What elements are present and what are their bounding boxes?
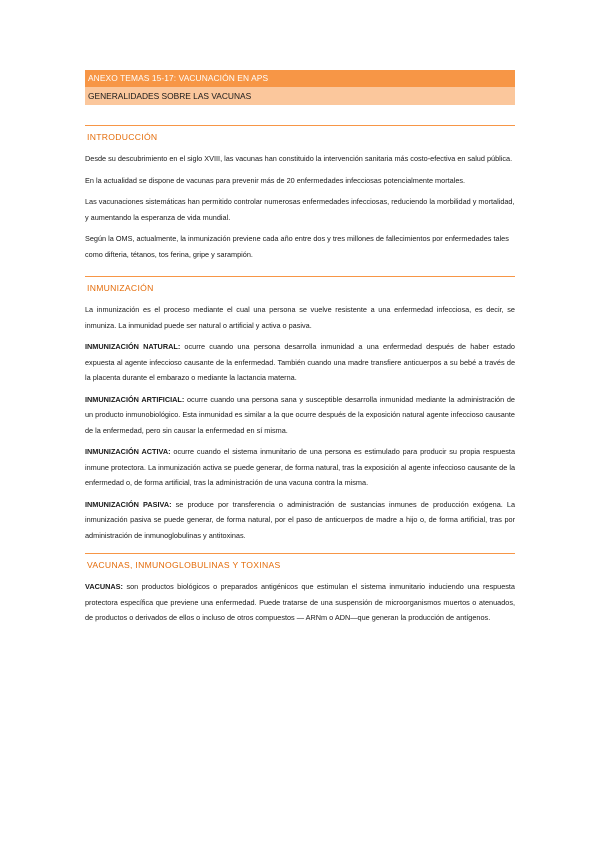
section-introduccion xyxy=(85,125,515,262)
definition-text: ocurre cuando el sistema inmunitario de una persona es estimulado para producir su propia respuesta inmune protectora. La inmunización activa se puede generar, de forma natural, tras la exposición al agente infeccioso causante de la enfermedad o, de forma artificial, tras la administración de una vacuna contra la misma. xyxy=(85,447,516,487)
definition-term: INMUNIZACIÓN ARTIFICIAL: xyxy=(85,394,185,404)
section-divider xyxy=(85,553,515,554)
definition-text: ocurre cuando una persona desarrolla inmunidad a una enfermedad después de haber estado expuesta al agente infeccioso causante de la enfermedad. También cuando una madre transfiere anticuerpos a su bebé a través de la placenta durante el embarazo o mediante la lactancia materna. xyxy=(85,342,515,382)
definition-text: ocurre cuando una persona sana y susceptible desarrolla inmunidad mediante la administración de un producto inmunobiológico. Esta inmunidad es similar a la que ocurre después de la exposición natural agente infeccioso causante de la enfermedad, pero sin causar la enfermedad en sí misma. xyxy=(85,394,515,435)
definition-term: INMUNIZACIÓN NATURAL: xyxy=(85,342,181,351)
paragraph: Según la OMS, actualmente, la inmunización previene cada año entre dos y tres millones de fallecimientos por enfermedades tales como difteria, tétanos, tos ferina, gripe y sarampión. xyxy=(85,234,509,259)
definition-paragraph xyxy=(85,444,515,491)
document-page xyxy=(85,70,515,626)
section-divider xyxy=(85,276,515,277)
paragraph: Las vacunaciones sistemáticas han permitido controlar numerosas enfermedades infecciosas, reduciendo la morbilidad y mortalidad, y aumentando la esperanza de vida mundial. xyxy=(85,197,515,222)
definition-paragraph xyxy=(85,579,515,626)
definition-paragraph xyxy=(85,497,515,544)
section-divider xyxy=(85,125,515,126)
definition-paragraph xyxy=(85,339,515,386)
paragraph: Desde su descubrimiento en el siglo XVIII, las vacunas han constituido la intervención sanitaria más costo-efectiva en salud pública. xyxy=(85,154,513,163)
paragraph: En la actualidad se dispone de vacunas para prevenir más de 20 enfermedades infecciosas potencialmente mortales. xyxy=(85,175,466,185)
definition-paragraph xyxy=(85,392,515,439)
section-title: VACUNAS, INMUNOGLOBULINAS Y TOXINAS xyxy=(87,560,281,570)
definition-text: son productos biológicos o preparados antigénicos que estimulan el sistema inmunitario induciendo una respuesta protectora específica que previene una enfermedad. Puede tratarse de una suspensión de microorganismos muertos o atenuados, de productos o derivados de ellos o incluso de otros compuestos — ARNm o ADN—que generan la producción de antígenos. xyxy=(85,582,515,622)
document-header-banner: ANEXO TEMAS 15-17: VACUNACIÓN EN APS xyxy=(85,70,515,87)
definition-text: se produce por transferencia o administración de sustancias inmunes de producción exógena. La inmunización pasiva se puede generar, de forma natural, por el paso de anticuerpos de madre a hijo o, de forma artificial, tras por administración de inmunoglobulinas y antitoxinas. xyxy=(85,499,516,540)
document-subtitle-banner: GENERALIDADES SOBRE LAS VACUNAS xyxy=(85,87,515,105)
section-title: INTRODUCCIÓN xyxy=(87,132,158,142)
definition-term: INMUNIZACIÓN ACTIVA: xyxy=(85,447,171,456)
definition-term: VACUNAS: xyxy=(85,582,123,591)
section-vacunas xyxy=(85,553,515,626)
section-inmunizacion xyxy=(85,276,515,543)
section-title: INMUNIZACIÓN xyxy=(87,283,154,293)
definition-term: INMUNIZACIÓN PASIVA: xyxy=(85,499,172,509)
paragraph: La inmunización es el proceso mediante el cual una persona se vuelve resistente a una enfermedad infecciosa, es decir, se inmuniza. La inmunidad puede ser natural o artificial y activa o pasiva. xyxy=(85,305,515,330)
